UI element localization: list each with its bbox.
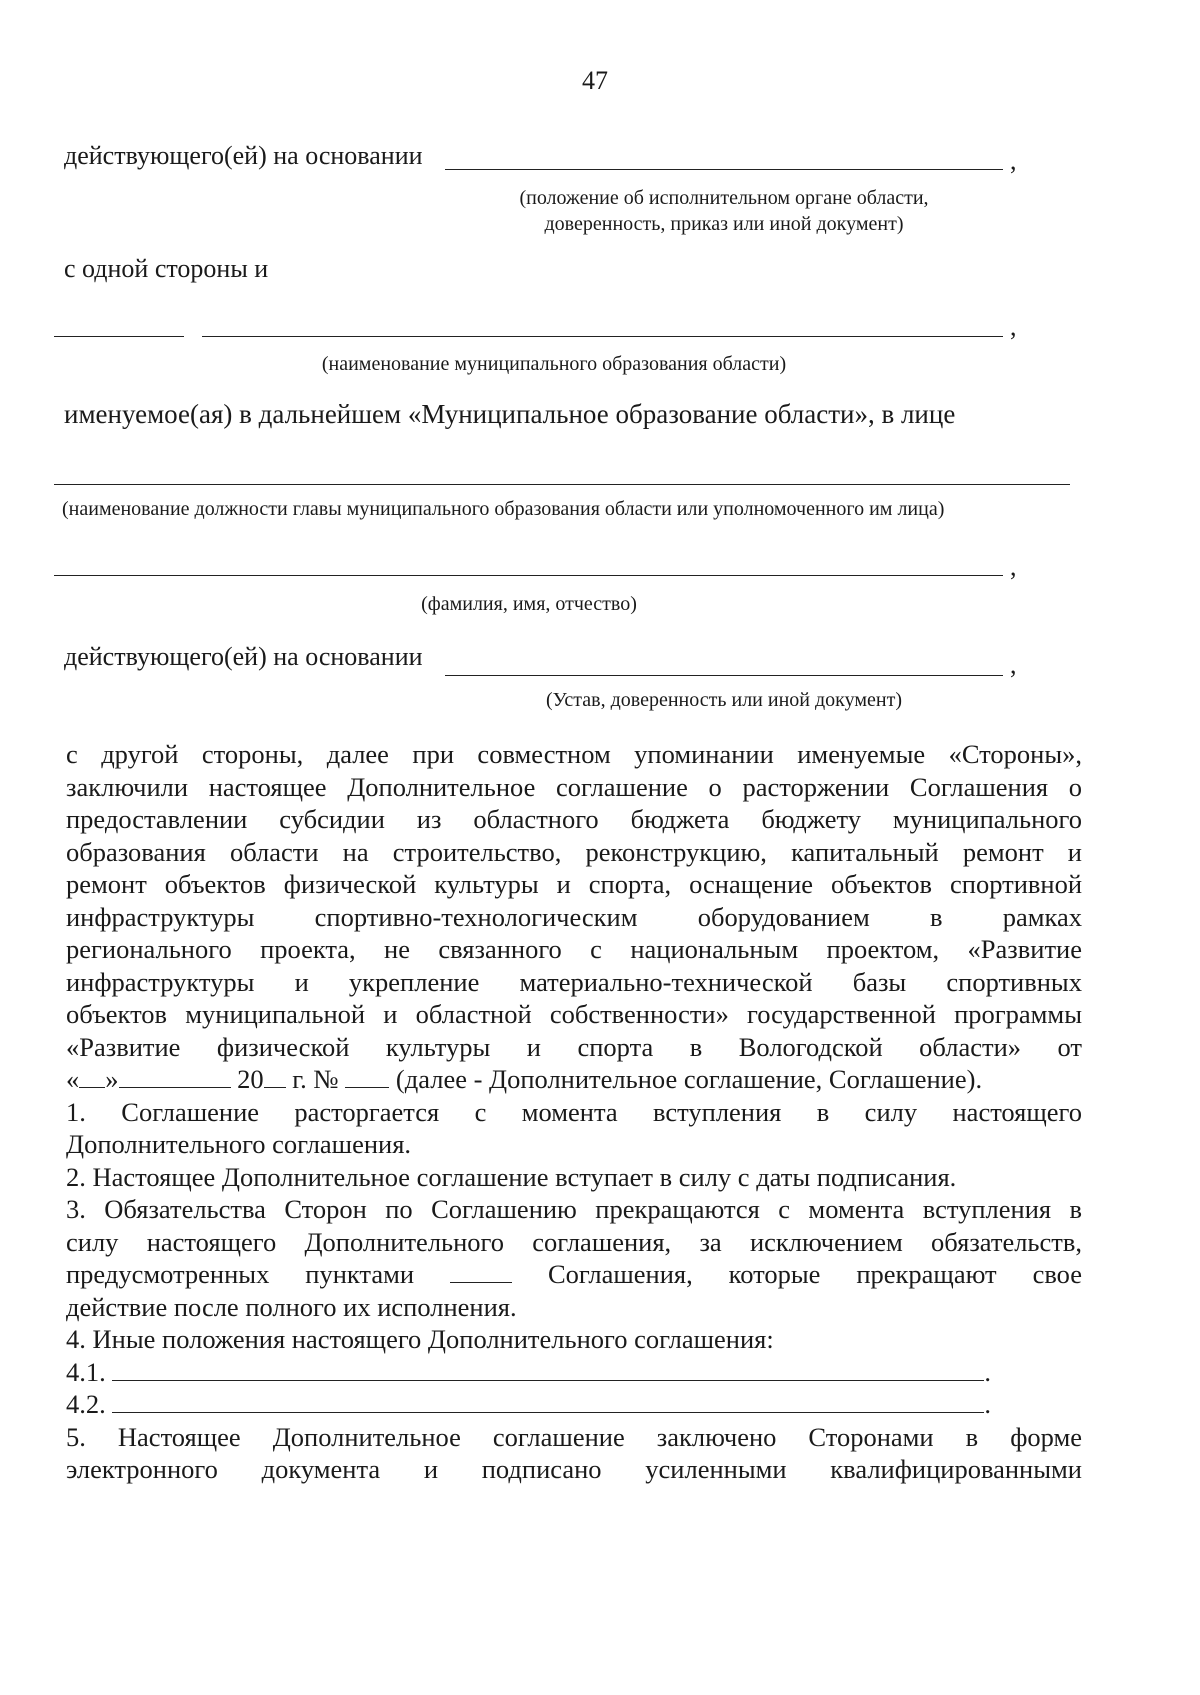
body-line: ремонт объектов физической культуры и спорта, оснащение объектов спортивной: [66, 869, 1082, 899]
basis-comma: ,: [1010, 146, 1017, 175]
clause-4-1-blank: [112, 1358, 984, 1381]
body-line: объектов муниципальной и областной собственности» государственной программы: [66, 999, 1082, 1029]
body-line: предоставлении субсидии из областного бюджета бюджету муниципального: [66, 804, 1082, 834]
clause-3-line-4: действие после полного их исполнения.: [66, 1291, 517, 1322]
fio-blank-line: [54, 575, 1003, 576]
clause-3-line-2: силу настоящего Дополнительного соглашения, за исключением обязательств,: [66, 1226, 1082, 1257]
clause-4-2-blank: [112, 1390, 984, 1413]
referred-as-text: именуемое(ая) в дальнейшем «Муниципальное образование области», в лице: [64, 399, 956, 429]
date-number-line: [66, 1063, 1082, 1096]
clause-4-1-end: .: [984, 1356, 991, 1387]
clauses-blank: [450, 1260, 512, 1283]
basis-label-2: действующего(ей) на основании: [64, 642, 423, 671]
fio-comma: ,: [1010, 552, 1017, 581]
year-blank: [264, 1065, 286, 1088]
clause-4-1: [66, 1356, 1082, 1389]
clause-5-line-2: электронного документа и подписано усиленными квалифицированными: [66, 1454, 1082, 1484]
basis-comma-2: ,: [1010, 650, 1017, 679]
body-line: с другой стороны, далее при совместном упоминании именуемые «Стороны»,: [66, 739, 1082, 769]
close-quote: »: [105, 1064, 119, 1094]
clause-4: 4. Иные положения настоящего Дополнительного соглашения:: [66, 1324, 774, 1354]
year-prefix: 20: [237, 1064, 264, 1094]
fio-caption: (фамилия, имя, отчество): [421, 593, 637, 615]
one-side-text: с одной стороны и: [64, 254, 269, 283]
basis-caption-line-1: (положение об исполнительном органе области,: [519, 187, 929, 209]
clause-1-line-2: Дополнительного соглашения.: [66, 1129, 412, 1159]
body-line: образования области на строительство, реконструкцию, капитальный ремонт и: [66, 836, 1082, 867]
body-line: инфраструктуры спортивно-технологическим оборудованием в рамках: [66, 901, 1082, 932]
clause-4-1-number: 4.1.: [66, 1356, 106, 1387]
clause-3-line-3: [66, 1258, 1082, 1291]
clause-4-2-number: 4.2.: [66, 1389, 106, 1419]
clause-2: 2. Настоящее Дополнительное соглашение вступает в силу с даты подписания.: [66, 1161, 957, 1192]
basis-blank-line: [445, 169, 1003, 170]
municipality-comma: ,: [1010, 312, 1017, 341]
basis-caption-line-2: доверенность, приказ или иной документ): [544, 213, 904, 235]
basis-label: действующего(ей) на основании: [64, 141, 423, 170]
position-blank-line: [54, 484, 1070, 485]
municipality-caption: (наименование муниципального образования области): [321, 353, 787, 375]
year-suffix: г. №: [285, 1064, 339, 1094]
clause-3-text-a: предусмотренных пунктами: [66, 1259, 415, 1289]
month-blank: [119, 1065, 231, 1088]
number-blank: [345, 1065, 389, 1088]
clause-4-2-end: .: [984, 1389, 991, 1419]
clause-1-line-1: 1. Соглашение расторгается с момента вступления в силу настоящего: [66, 1096, 1082, 1127]
municipality-blank-line-main: [202, 336, 1003, 337]
open-quote: «: [66, 1064, 80, 1094]
clause-5-line-1: 5. Настоящее Дополнительное соглашение заключено Сторонами в форме: [66, 1421, 1082, 1452]
body-line: «Развитие физической культуры и спорта в Вологодской области» от: [66, 1031, 1082, 1062]
basis-caption-2: (Устав, доверенность или иной документ): [546, 689, 902, 711]
basis-blank-line-2: [445, 675, 1003, 676]
body-line: регионального проекта, не связанного с национальным проектом, «Развитие: [66, 934, 1082, 964]
agreement-body: [66, 738, 1082, 1486]
page-number: 47: [582, 66, 608, 95]
clause-4-2: [66, 1388, 1082, 1421]
body-line: инфраструктуры и укрепление материально-технической базы спортивных: [66, 966, 1082, 997]
date-line-tail: (далее - Дополнительное соглашение, Соглашение).: [395, 1064, 983, 1094]
body-line: заключили настоящее Дополнительное соглашение о расторжении Соглашения о: [66, 771, 1082, 802]
clause-3-line-1: 3. Обязательства Сторон по Соглашению прекращаются с момента вступления в: [66, 1194, 1082, 1224]
position-caption: (наименование должности главы муниципального образования области или уполномоченного им лица): [62, 498, 945, 520]
day-blank: [79, 1065, 105, 1088]
municipality-blank-line: [54, 336, 184, 337]
clause-3-text-b: Соглашения, которые прекращают свое: [547, 1259, 1083, 1289]
